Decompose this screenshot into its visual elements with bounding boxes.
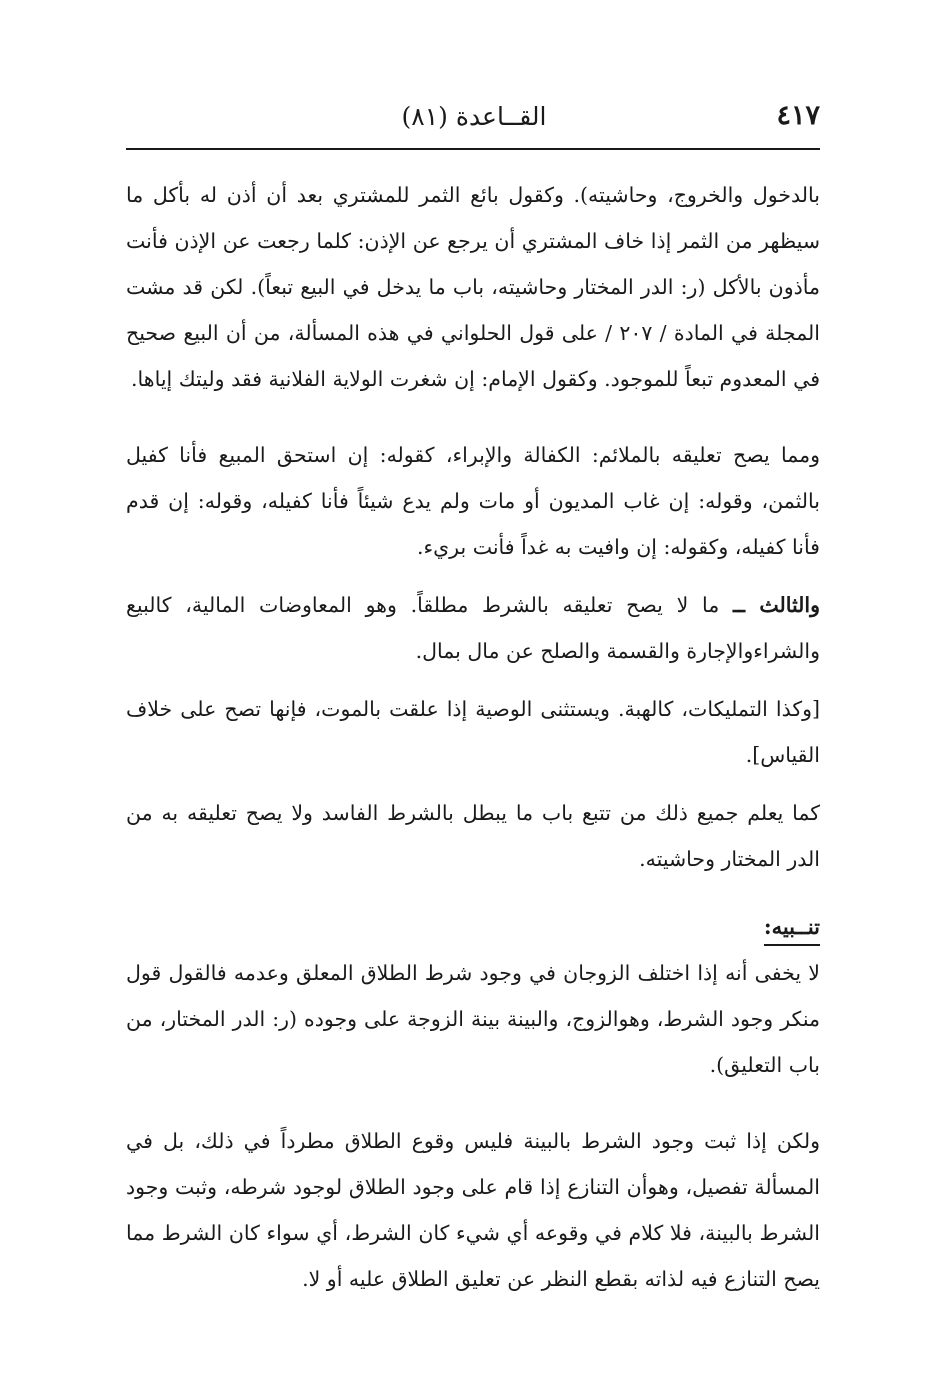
- header-divider: [126, 148, 820, 150]
- closing-paragraph: [126, 1118, 820, 1302]
- paragraph-1-text: بالدخول والخروج، وحاشيته). وكقول بائع الثمر للمشتري بعد أن أذن له بأكل ما سيظهر من الثمر إذا خاف المشتري أن يرجع عن الإذن: كلما رجعت عن الإذن فأنت مأذون بالأكل (ر: الدر المختار وحاشيته، باب ما يدخل في البيع تبعاً). لكن قد مشت المجلة في المادة / ٢٠٧ / على قول الحلواني في هذه المسألة، من أن البيع صحيح في المعدوم تبعاً للموجود. وكقول الإمام: إن شغرت الولاية الفلانية فقد وليتك إياها.: [126, 183, 820, 391]
- paragraph-2: [126, 432, 820, 570]
- paragraph-2-text: ومما يصح تعليقه بالملائم: الكفالة والإبراء، كقوله: إن استحق المبيع فأنا كفيل بالثمن، وقوله: إن غاب المديون أو مات ولم يدع شيئاً فأنا كفيله، وقوله: إن قدم فأنا كفيله، وكقوله: إن وافيت به غداً فأنت بريء.: [126, 443, 820, 559]
- paragraph-3: [126, 582, 820, 674]
- closing-text: ولكن إذا ثبت وجود الشرط بالبينة فليس وقوع الطلاق مطرداً في ذلك، بل في المسألة تفصيل، وهوأن التنازع إذا قام على وجود الطلاق لوجود شرطه، وثبت وجود الشرط بالبينة، فلا كلام في وقوعه أي شيء كان الشرط، أي سواء كان الشرط مما يصح التنازع فيه لذاته بقطع النظر عن تعليق الطلاق عليه أو لا.: [126, 1129, 820, 1291]
- chapter-title: القــاعدة (٨١): [401, 102, 547, 131]
- paragraph-1: [126, 172, 820, 402]
- paragraph-3-lead: والثالث ــ: [732, 593, 820, 617]
- paragraph-3-text: ما لا يصح تعليقه بالشرط مطلقاً. وهو المعاوضات المالية، كالبيع والشراءوالإجارة والقسمة والصلح عن مال بمال.: [126, 593, 820, 663]
- notice-paragraph: [126, 950, 820, 1088]
- notice-text: لا يخفى أنه إذا اختلف الزوجان في وجود شرط الطلاق المعلق وعدمه فالقول قول منكر وجود الشرط، وهوالزوج، والبينة بينة الزوجة على وجوده (ر: الدر المختار، من باب التعليق).: [126, 961, 820, 1077]
- paragraph-5-text: كما يعلم جميع ذلك من تتبع باب ما يبطل بالشرط الفاسد ولا يصح تعليقه به من الدر المختار وحاشيته.: [126, 801, 820, 871]
- paragraph-4-text: [وكذا التمليكات، كالهبة. ويستثنى الوصية إذا علقت بالموت، فإنها تصح على خلاف القياس].: [126, 697, 820, 767]
- notice-heading: تنــبيه:: [764, 910, 820, 946]
- main-text: [126, 172, 820, 1302]
- paragraph-5: [126, 790, 820, 882]
- page-number: ٤١٧: [776, 100, 820, 131]
- paragraph-4: [126, 686, 820, 778]
- page-header: [128, 100, 820, 144]
